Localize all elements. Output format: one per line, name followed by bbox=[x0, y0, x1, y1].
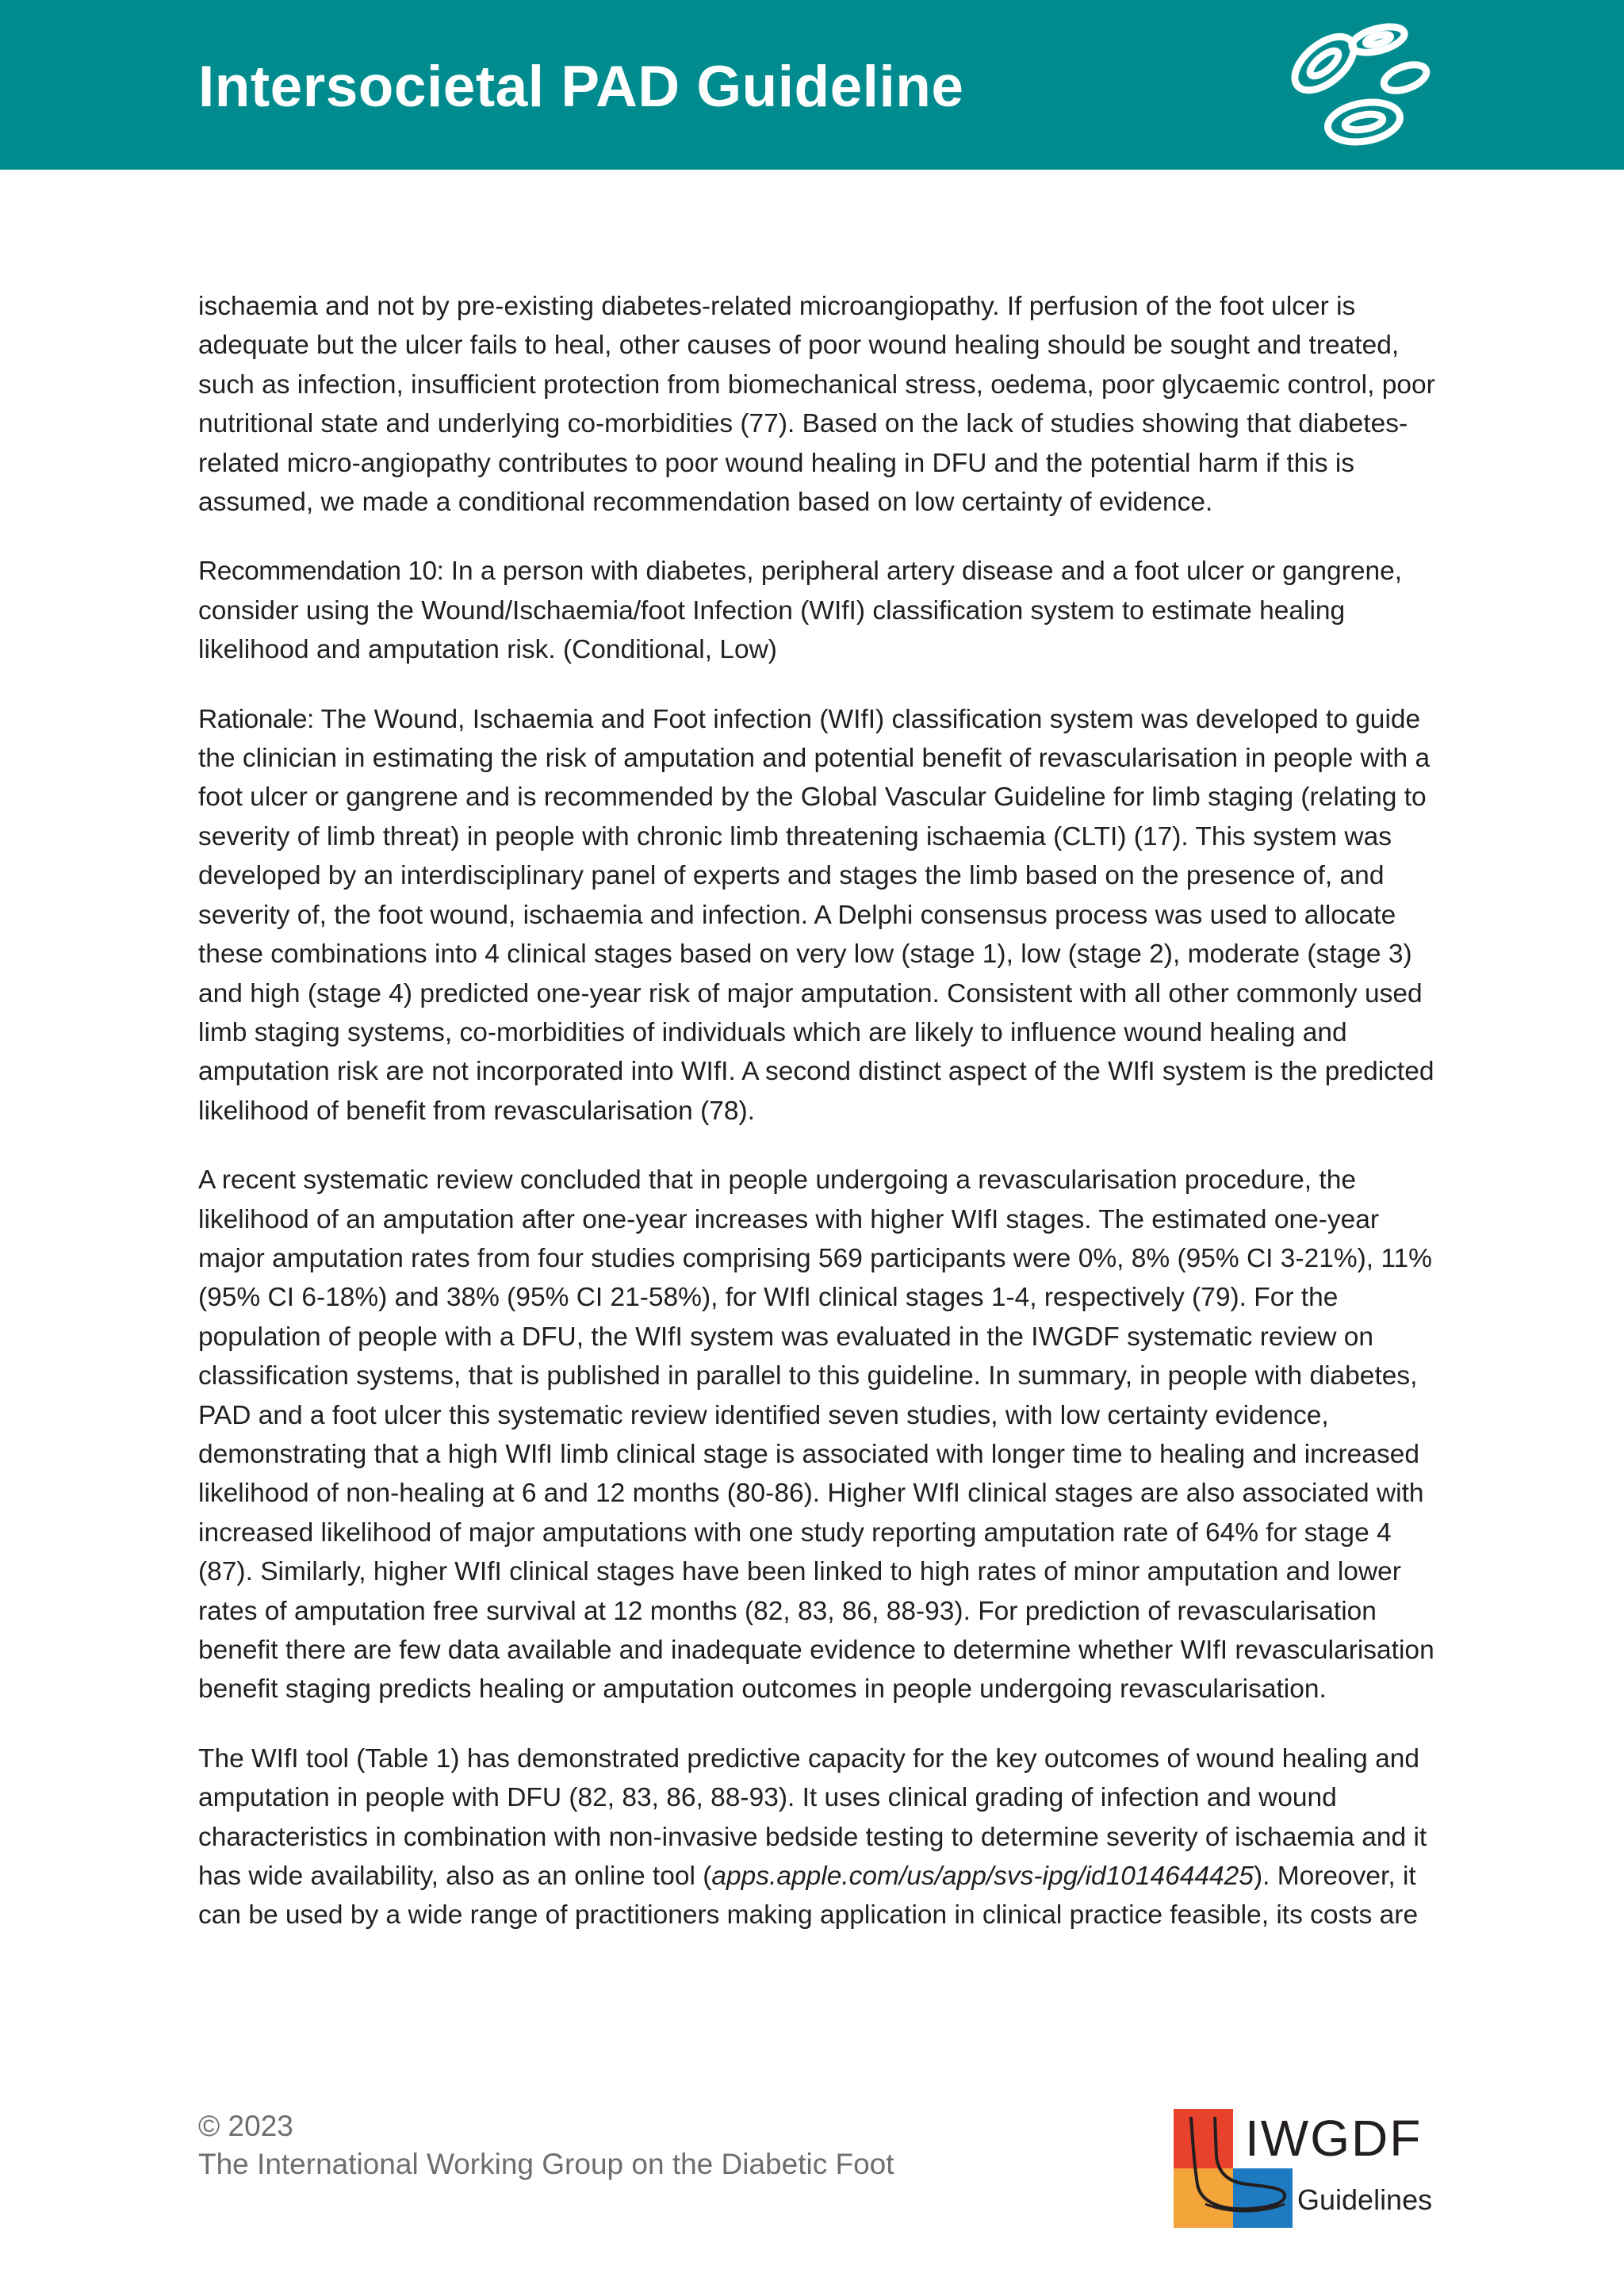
iwgdf-logo-subtitle: Guidelines bbox=[1297, 2183, 1433, 2216]
organization-name: The International Working Group on the Diabetic Foot bbox=[198, 2148, 894, 2180]
paragraph-systematic-review: A recent systematic review concluded that in people undergoing a revascularisation procedure, the likelihood of an amputation after one-year increases with higher WIfI stages. The estimated one-year major amputation rates from four studies comprising 569 participants were 0%, 8% (95% CI 3-21%), 11% (95% CI 6-18%) and 38% (95% CI 21-58%), for WIfI clinical stages 1-4, respectively (79). For the population of people with a DFU, the WIfI system was evaluated in the IWGDF systematic review on classification systems, that is published in parallel to this guideline. In summary, in people with diabetes, PAD and a foot ulcer this systematic review identified seven studies, with low certainty evidence, demonstrating that a high WIfI limb clinical stage is associated with longer time to healing and increased likelihood of non-healing at 6 and 12 months (80-86). Higher WIfI clinical stages are also associated with increased likelihood of major amputations with one study reporting amputation rate of 64% for stage 4 (87). Similarly, higher WIfI clinical stages have been linked to high rates of minor amputation and lower rates of amputation free survival at 12 months (82, 83, 86, 88-93). For prediction of revascularisation benefit there are few data available and inadequate evidence to determine whether WIfI revascularisation benefit staging predicts healing or amputation outcomes in people undergoing revascularisation. bbox=[198, 1165, 1434, 1705]
copyright-year: © 2023 bbox=[198, 2110, 293, 2142]
paragraph-wifi-tool bbox=[198, 1739, 1435, 1935]
wifi-tool-text-after: ). Moreover, it can be used by a wide range of practitioners making application in clinical practice feasible, its costs are bbox=[198, 1862, 1419, 1931]
footer-copyright-block bbox=[198, 2107, 894, 2183]
recommendation-10-label: Recommendation 10: bbox=[198, 557, 444, 587]
wifi-tool-text-before: The WIfI tool (Table 1) has demonstrated predictive capacity for the key outcomes of wound healing and amputation in people with DFU (82, 83, 86, 88-93). It uses clinical grading of infection and wound characteristics in combination with non-invasive bedside testing to determine severity of ischaemia and it has wide availability, also as an online tool ( bbox=[198, 1743, 1427, 1892]
header-title: Intersocietal PAD Guideline bbox=[198, 55, 964, 119]
iwgdf-logo bbox=[1174, 2109, 1443, 2228]
paragraph-ischaemia-continuation: ischaemia and not by pre-existing diabetes-related microangiopathy. If perfusion of the foot ulcer is adequate but the ulcer fails to heal, other causes of poor wound healing should be sought and treated, such as infection, insufficient protection from biomechanical stress, oedema, poor glycaemic control, poor nutritional state and underlying co-morbidities (77). Based on the lack of studies showing that diabetes-related micro-angiopathy contributes to poor wound healing in DFU and the potential harm if this is assumed, we made a conditional recommendation based on low certainty of evidence. bbox=[198, 292, 1435, 518]
page-header bbox=[0, 0, 1624, 170]
rationale-label: Rationale: bbox=[198, 704, 314, 734]
blood-cells-icon bbox=[1269, 17, 1435, 152]
iwgdf-logo-name: IWGDF bbox=[1245, 2110, 1423, 2167]
paragraph-rationale bbox=[198, 700, 1435, 1131]
paragraph-recommendation-10 bbox=[198, 552, 1435, 669]
rationale-text: The Wound, Ischaemia and Foot infection (WIfI) classification system was developed to guide the clinician in estimating the risk of amputation and potential benefit of revascularisation in people with a foot ulcer or gangrene and is recommended by the Global Vascular Guideline for limb staging (relating to severity of limb threat) in people with chronic limb threatening ischaemia (CLTI) (17). This system was developed by an interdisciplinary panel of experts and stages the limb based on the presence of, and severity of, the foot wound, ischaemia and infection. A Delphi consensus process was used to allocate these combinations into 4 clinical stages based on very low (stage 1), low (stage 2), moderate (stage 3) and high (stage 4) predicted one-year risk of major amputation. Consistent with all other commonly used limb staging systems, co-morbidities of individuals which are likely to influence wound healing and amputation risk are not incorporated into WIfI. A second distinct aspect of the WIfI system is the predicted likelihood of benefit from revascularisation (78). bbox=[198, 704, 1434, 1126]
recommendation-10-text: In a person with diabetes, peripheral artery disease and a foot ulcer or gangrene, consider using the Wound/Ischaemia/foot Infection (WIfI) classification system to estimate healing likelihood and amputation risk. (Conditional, Low) bbox=[198, 557, 1403, 665]
online-tool-link[interactable]: apps.apple.com/us/app/svs-ipg/id1014644425 bbox=[711, 1862, 1254, 1892]
body-text bbox=[198, 287, 1435, 1965]
